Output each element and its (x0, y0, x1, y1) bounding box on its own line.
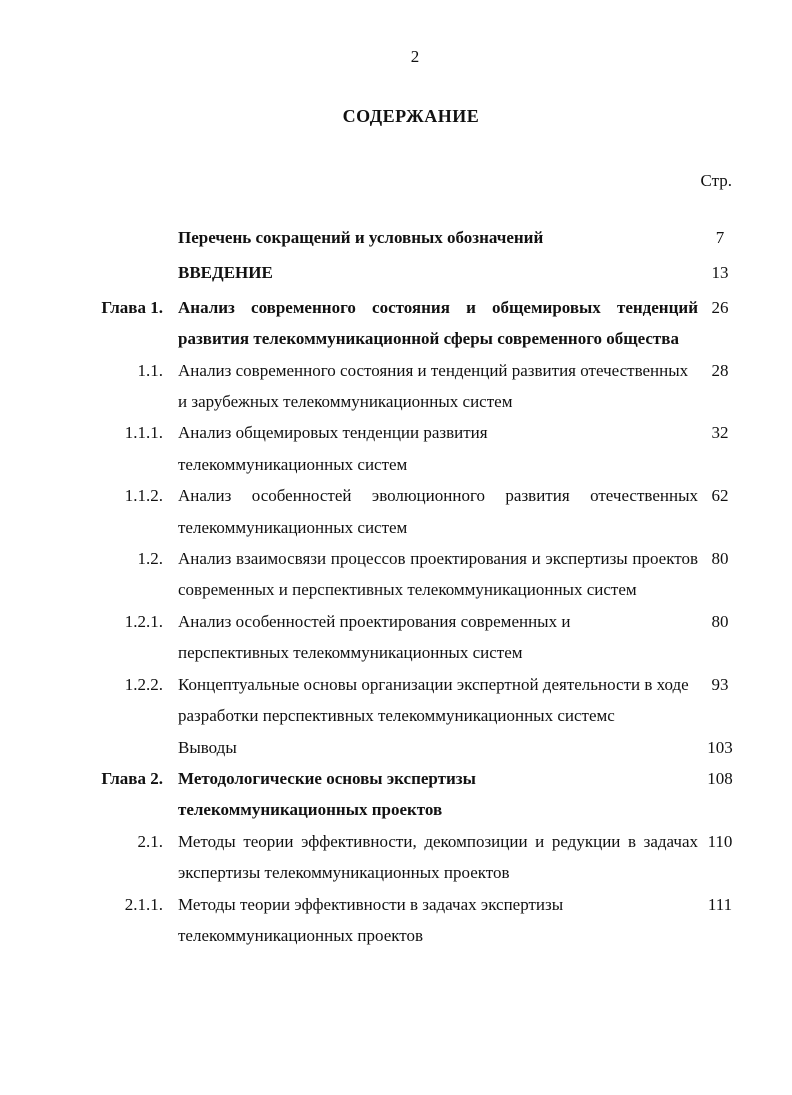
toc-entry-text: Методы теории эффективности в задачах экспертизы телекоммуникационных проектов (178, 894, 564, 945)
toc-entry-text: Концептуальные основы организации экспертной деятельности в ходе разработки перспективных телекоммуникационных системс (178, 674, 689, 726)
toc-entry-2-1-1[interactable] (0, 889, 792, 952)
toc-entry-abbreviations[interactable] (0, 222, 792, 253)
toc-entry-number: 1.1.1. (124, 423, 163, 443)
toc-entry-text: Анализ общемировых тенденции развития телекоммуникационных систем (178, 423, 488, 474)
toc-entry-page: 26 (711, 297, 729, 317)
toc-entry-number: 1.1. (137, 360, 163, 380)
toc-entry-page: 13 (711, 262, 729, 282)
toc-entry-number: Глава 1. (101, 297, 163, 317)
toc-entry-page: 7 (715, 228, 725, 247)
toc-entry-number: 1.2.2. (124, 674, 163, 694)
page-column-label: Стр. (700, 171, 732, 190)
toc-entry-text: Перечень сокращений и условных обозначений (178, 228, 544, 247)
toc-entry-text: Выводы (178, 737, 237, 757)
toc-entry-number: 1.2. (137, 549, 163, 569)
toc-entry-number: Глава 2. (101, 768, 163, 788)
toc-entry-1-1-1[interactable] (0, 417, 792, 480)
toc-entry-1-2-1[interactable] (0, 606, 792, 669)
toc-entry-page: 103 (707, 737, 733, 757)
toc-entry-page: 62 (711, 486, 729, 506)
table-of-contents (0, 222, 792, 951)
toc-entry-text: Анализ современного состояния и общемировых тенденций развития телекоммуникационной сферы современного общества (178, 297, 698, 349)
toc-entry-text: ВВЕДЕНИЕ (178, 262, 273, 282)
toc-entry-conclusions[interactable] (0, 732, 792, 763)
toc-entry-page: 108 (707, 768, 733, 788)
toc-entry-number: 2.1.1. (124, 894, 163, 914)
toc-entry-page: 110 (707, 831, 733, 851)
toc-entry-page: 93 (711, 674, 729, 694)
toc-entry-text: Анализ взаимосвязи процессов проектирования и экспертизы проектов современных и перспективных телекоммуникационных систем (178, 549, 698, 600)
toc-entry-page: 80 (711, 611, 729, 631)
toc-entry-number: 1.1.2. (124, 486, 163, 506)
toc-entry-1-1[interactable] (0, 355, 792, 418)
toc-entry-1-2[interactable] (0, 543, 792, 606)
toc-entry-page: 32 (711, 423, 729, 443)
toc-entry-number: 1.2.1. (124, 611, 163, 631)
toc-entry-introduction[interactable] (0, 257, 792, 288)
toc-entry-chapter-1[interactable] (0, 292, 792, 355)
toc-entry-1-1-2[interactable] (0, 480, 792, 543)
toc-entry-text: Методологические основы экспертизы телекоммуникационных проектов (178, 768, 476, 820)
toc-entry-number: 2.1. (137, 831, 163, 851)
toc-entry-page: 80 (711, 549, 729, 569)
toc-entry-text: Анализ особенностей эволюционного развития отечественных телекоммуникационных систем (178, 486, 698, 537)
toc-entry-text: Анализ современного состояния и тенденций развития отечественных и зарубежных телекоммуникационных систем (178, 360, 689, 412)
page-title: СОДЕРЖАНИЕ (342, 106, 480, 126)
toc-entry-chapter-2[interactable] (0, 763, 792, 826)
page-number: 2 (410, 47, 420, 66)
toc-entry-2-1[interactable] (0, 826, 792, 889)
toc-entry-1-2-2[interactable] (0, 669, 792, 732)
toc-entry-text: Анализ особенностей проектирования современных и перспективных телекоммуникационных систем (178, 611, 571, 663)
toc-entry-page: 111 (707, 894, 733, 914)
toc-entry-page: 28 (711, 360, 729, 380)
toc-entry-text: Методы теории эффективности, декомпозиции и редукции в задачах экспертизы телекоммуникационных проектов (178, 831, 698, 883)
